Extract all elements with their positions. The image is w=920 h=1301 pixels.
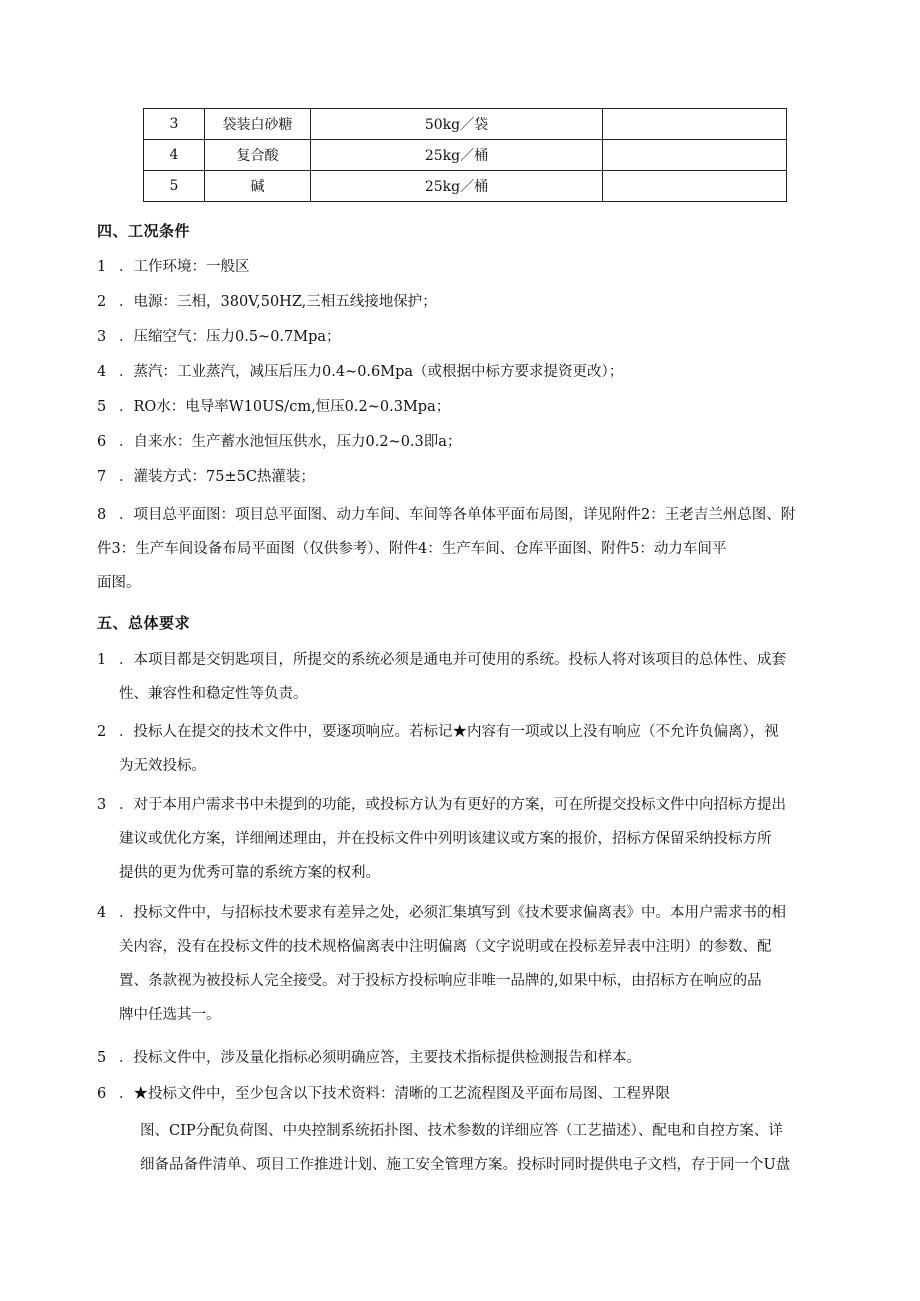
item-text: ．对于本用户需求书中未提到的功能，或投标方认为有更好的方案，可在所提交投标文件中向招标方提出	[119, 797, 786, 813]
item-text: 关内容，没有在投标文件的技术规格偏离表中注明偏离（文字说明或在投标差异表中注明）的参数、配	[119, 939, 772, 955]
table-row	[144, 109, 787, 140]
table-row	[144, 171, 787, 202]
item-text: 建议或优化方案，详细阐述理由，并在投标文件中列明该建议或方案的报价，招标方保留采纳投标方所	[119, 831, 772, 847]
item-text: 细备品备件清单、项目工作推进计划、施工安全管理方案。投标时同时提供电子文档，存于同一个U盘	[140, 1157, 791, 1173]
material-note	[603, 140, 787, 171]
item-number: 5	[97, 399, 107, 415]
material-spec: 50kg／袋	[311, 109, 603, 140]
material-name: 复合酸	[205, 140, 311, 171]
item-text: 性、兼容性和稳定性等负责。	[119, 686, 308, 702]
item-text: 面图。	[97, 575, 141, 591]
item-continuation	[140, 1114, 838, 1182]
section-heading-requirements: 五、总体要求	[97, 614, 191, 632]
item-text: ．工作环境：一般区	[119, 259, 250, 275]
item-text: ．本项目都是交钥匙项目，所提交的系统必须是通电并可使用的系统。投标人将对该项目的总体性、成套	[119, 652, 786, 668]
item-text: ．压缩空气：压力0.5~0.7Mpa；	[119, 329, 341, 345]
item-number: 5	[97, 1050, 107, 1066]
item-number: 4	[97, 364, 107, 380]
item-number: 3	[97, 797, 107, 813]
item-number: 8	[97, 507, 107, 523]
item-number: 6	[97, 434, 107, 450]
item-text: 件3：生产车间设备布局平面图（仅供参考）、附件4：生产车间、仓库平面图、附件5：动力车间平	[97, 541, 727, 557]
material-name: 袋装白砂糖	[205, 109, 311, 140]
material-spec: 25kg／桶	[311, 140, 603, 171]
item-text: 图、CIP分配负荷图、中央控制系统拓扑图、技术参数的详细应答（工艺描述）、配电和自控方案、详	[140, 1123, 783, 1139]
item-number: 6	[97, 1086, 107, 1102]
item-text: 置、条款视为被投标人完全接受。对于投标方投标响应非唯一品牌的,如果中标，由招标方在响应的品	[119, 973, 762, 989]
item-text: ．RO水：电导率W10US/cm,恒压0.2~0.3Mpa；	[119, 399, 451, 415]
item-text: ．电源：三相，380V,50HZ,三相五线接地保护；	[119, 294, 437, 310]
item-number: 7	[97, 469, 107, 485]
material-spec: 25kg／桶	[311, 171, 603, 202]
row-number: 3	[144, 109, 205, 140]
item-text: ．★投标文件中，至少包含以下技术资料：清晰的工艺流程图及平面布局图、工程界限	[119, 1086, 670, 1102]
item-number: 2	[97, 724, 107, 740]
item-text: ．项目总平面图：项目总平面图、动力车间、车间等各单体平面布局图，详见附件2：王老吉兰州总图、附	[119, 507, 796, 523]
row-number: 4	[144, 140, 205, 171]
table-row	[144, 140, 787, 171]
item-text: ．投标文件中，涉及量化指标必须明确应答，主要技术指标提供检测报告和样本。	[119, 1050, 641, 1066]
item-text: 提供的更为优秀可靠的系统方案的权利。	[119, 865, 380, 881]
section-heading-conditions: 四、工况条件	[97, 222, 191, 240]
item-text: 为无效投标。	[119, 758, 206, 774]
item-text: ．蒸汽：工业蒸汽，减压后压力0.4~0.6Mpa（或根据中标方要求提资更改）；	[119, 364, 624, 380]
materials-table	[143, 108, 787, 202]
item-text: ．投标人在提交的技术文件中，要逐项响应。若标记★内容有一项或以上没有响应（不允许负偏离），视	[119, 724, 779, 740]
material-name: 碱	[205, 171, 311, 202]
item-number: 4	[97, 905, 107, 921]
item-text: ．投标文件中，与招标技术要求有差异之处，必须汇集填写到《技术要求偏离表》中。本用户需求书的相	[119, 905, 786, 921]
item-text: ．灌装方式：75±5C热灌装；	[119, 469, 315, 485]
item-number: 2	[97, 294, 107, 310]
item-number: 1	[97, 259, 107, 275]
material-note	[603, 171, 787, 202]
item-text: 牌中任选其一。	[119, 1007, 221, 1023]
row-number: 5	[144, 171, 205, 202]
item-number: 1	[97, 652, 107, 668]
material-note	[603, 109, 787, 140]
item-number: 3	[97, 329, 107, 345]
item-text: ．自来水：生产蓄水池恒压供水，压力0.2~0.3即a；	[119, 434, 462, 450]
